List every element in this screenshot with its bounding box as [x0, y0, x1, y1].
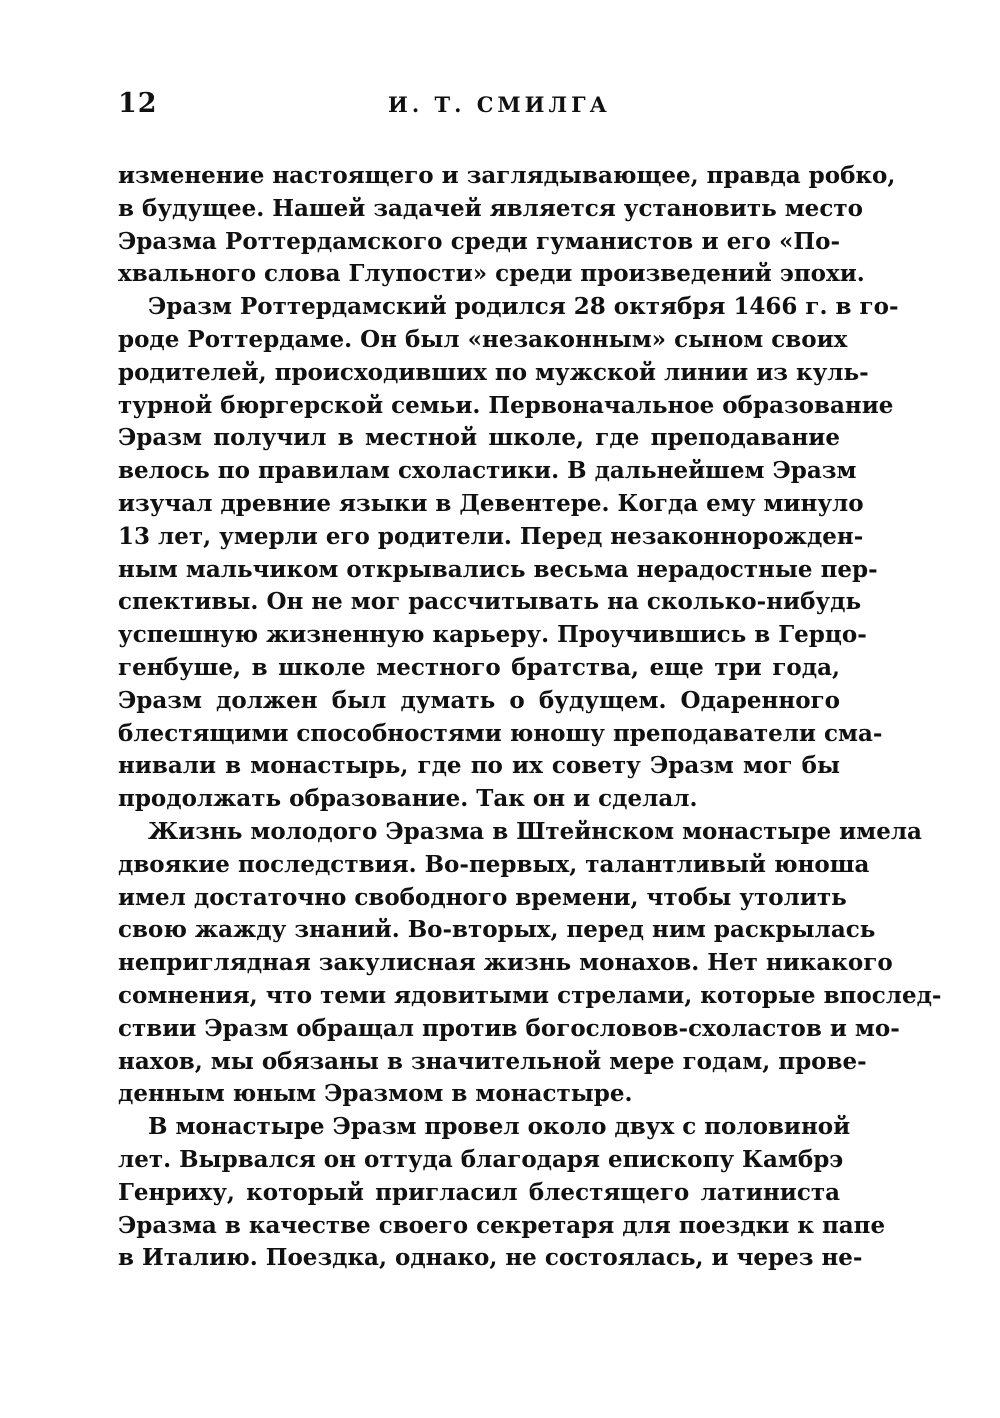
page-number: 12 — [118, 88, 158, 119]
text-line: Эразм Роттердамский родился 28 октября 1466 г. в го- — [148, 293, 899, 321]
text-line: в Италию. Поездка, однако, не состоялась, и через не- — [118, 1244, 863, 1272]
text-line: неприглядная закулисная жизнь монахов. Нет никакого — [118, 949, 893, 977]
paragraph — [118, 291, 899, 816]
text-line: родителей, происходивших по мужской линии из куль- — [118, 358, 869, 386]
text-line: изучал древние языки в Девентере. Когда ему минуло — [118, 489, 864, 517]
text-line: Жизнь молодого Эразма в Штейнском монастыре имела — [148, 817, 922, 845]
text-line: сомнения, что теми ядовитыми стрелами, которые впослед- — [118, 981, 942, 1009]
text-line: велось по правилам схоластики. В дальнейшем Эразм — [118, 457, 857, 485]
text-line: нахов, мы обязаны в значительной мере годам, прове- — [118, 1047, 867, 1075]
text-line: изменение настоящего и заглядывающее, правда робко, — [118, 162, 896, 189]
text-line: двоякие последствия. Во-первых, талантливый юноша — [118, 850, 870, 878]
paragraph — [118, 1111, 886, 1275]
body-text — [118, 160, 942, 1275]
text-line: хвального слова Глупости» среди произведений эпохи. — [118, 260, 865, 288]
text-line: свою жажду знаний. Во-вторых, перед ним раскрылась — [118, 916, 876, 944]
text-line: блестящими способностями юношу преподаватели сма- — [118, 719, 883, 747]
text-line: Эразма в качестве своего секретаря для поездки к папе — [118, 1211, 886, 1239]
text-line: продолжать образование. Так он и сделал. — [118, 785, 698, 813]
text-line: в будущее. Нашей задачей является установить место — [118, 194, 863, 222]
text-line: имел достаточно свободного времени, чтобы утолить — [118, 883, 847, 911]
text-line: денным юным Эразмом в монастыре. — [118, 1080, 633, 1108]
text-line: Эразм должен был думать о будущем. Одаренного — [118, 686, 840, 714]
text-line: В монастыре Эразм провел около двух с половиной — [148, 1113, 851, 1141]
text-line: спективы. Он не мог рассчитывать на сколько-нибудь — [118, 588, 862, 616]
text-line: лет. Вырвался он оттуда благодаря епископу Камбрэ — [118, 1145, 844, 1173]
text-line: роде Роттердаме. Он был «незаконным» сыном своих — [118, 325, 848, 353]
paragraph — [118, 816, 942, 1111]
text-line: 13 лет, умерли его родители. Перед незаконнорожден- — [118, 522, 864, 550]
text-line: успешную жизненную карьеру. Проучившись в Герцо- — [118, 621, 867, 649]
page-header — [118, 88, 840, 124]
text-line: Эразм получил в местной школе, где преподавание — [118, 424, 840, 452]
text-line: ствии Эразм обращал против богословов-схоластов и мо- — [118, 1014, 900, 1042]
text-line: генбуше, в школе местного братства, еще три года, — [118, 653, 840, 681]
text-line: нивали в монастырь, где по их совету Эразм мог бы — [118, 752, 840, 780]
text-line: турной бюргерской семьи. Первоначальное образование — [118, 391, 894, 419]
paragraph — [118, 160, 896, 291]
text-line: Генриху, который пригласил блестящего латиниста — [118, 1178, 840, 1206]
text-line: Эразма Роттердамского среди гуманистов и его «По- — [118, 227, 840, 255]
running-title: И. Т. СМИЛГА — [388, 92, 611, 117]
text-line: ным мальчиком открывались весьма нерадостные пер- — [118, 555, 878, 583]
